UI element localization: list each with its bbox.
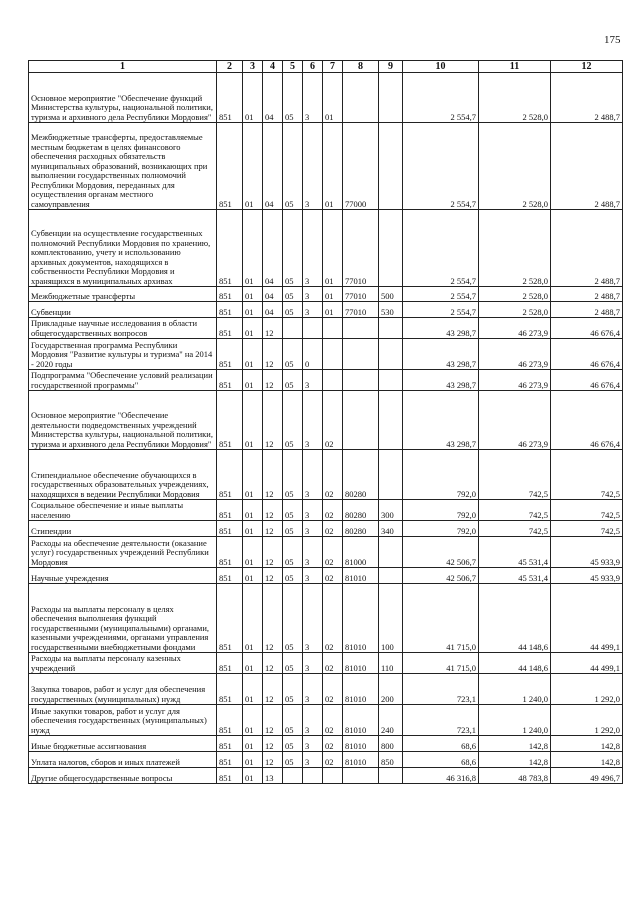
table-cell: 46 676,4 <box>551 318 623 339</box>
table-cell: 05 <box>283 302 303 318</box>
table-cell: 04 <box>263 302 283 318</box>
table-cell: 01 <box>243 287 263 302</box>
table-cell: 742,5 <box>551 450 623 500</box>
table-row <box>29 302 623 318</box>
row-label-cell: Другие общегосударственные вопросы <box>29 768 217 784</box>
table-cell: 68,6 <box>403 736 479 752</box>
row-label-cell: Стипендиальное обеспечение обучающихся в государственных образовательных учреждениях, находящихся в ведении Республики Мордовия <box>29 450 217 500</box>
table-cell: 05 <box>283 287 303 302</box>
table-cell: 851 <box>217 73 243 123</box>
table-cell <box>323 768 343 784</box>
table-cell: 01 <box>323 302 343 318</box>
table-cell: 792,0 <box>403 450 479 500</box>
table-cell: 45 933,9 <box>551 537 623 568</box>
table-cell: 3 <box>303 123 323 210</box>
table-cell: 01 <box>243 450 263 500</box>
table-cell: 44 499,1 <box>551 653 623 674</box>
table-row <box>29 674 623 705</box>
table-cell <box>323 339 343 370</box>
table-cell <box>379 210 403 287</box>
table-cell: 01 <box>243 537 263 568</box>
table-cell: 851 <box>217 210 243 287</box>
row-label-cell: Расходы на выплаты персоналу в целях обеспечения выполнения функций государственными (муниципальными) органами, казенными учреждениями, органами управления государственными внебюджетными фондами <box>29 584 217 653</box>
row-label-cell: Расходы на обеспечение деятельности (оказание услуг) государственных учреждений Республики Мордовия <box>29 537 217 568</box>
table-cell: 1 240,0 <box>479 705 551 736</box>
table-cell: 851 <box>217 768 243 784</box>
table-cell: 01 <box>243 123 263 210</box>
table-cell: 12 <box>263 705 283 736</box>
table-cell <box>283 318 303 339</box>
table-cell: 02 <box>323 653 343 674</box>
table-cell <box>379 318 403 339</box>
table-cell: 45 933,9 <box>551 568 623 584</box>
table-cell: 46 273,9 <box>479 370 551 391</box>
table-cell: 81010 <box>343 653 379 674</box>
table-cell: 2 554,7 <box>403 123 479 210</box>
row-label-cell: Иные закупки товаров, работ и услуг для обеспечения государственных (муниципальных) нужд <box>29 705 217 736</box>
table-cell <box>323 370 343 391</box>
table-cell: 05 <box>283 736 303 752</box>
table-cell: 3 <box>303 653 323 674</box>
table-cell: 0 <box>303 339 323 370</box>
table-cell: 1 240,0 <box>479 674 551 705</box>
table-cell: 851 <box>217 339 243 370</box>
table-cell <box>303 768 323 784</box>
column-header: 6 <box>303 61 323 73</box>
table-cell: 12 <box>263 521 283 537</box>
column-header: 10 <box>403 61 479 73</box>
table-row <box>29 287 623 302</box>
table-cell: 77010 <box>343 287 379 302</box>
table-cell: 01 <box>243 674 263 705</box>
column-header: 11 <box>479 61 551 73</box>
table-cell <box>283 768 303 784</box>
table-cell: 12 <box>263 674 283 705</box>
table-cell: 46 676,4 <box>551 339 623 370</box>
table-cell: 2 488,7 <box>551 73 623 123</box>
table-cell: 851 <box>217 705 243 736</box>
table-cell: 01 <box>243 653 263 674</box>
table-cell: 2 554,7 <box>403 73 479 123</box>
table-cell: 851 <box>217 752 243 768</box>
table-cell <box>343 339 379 370</box>
table-cell: 3 <box>303 73 323 123</box>
column-header: 2 <box>217 61 243 73</box>
table-cell: 48 783,8 <box>479 768 551 784</box>
table-cell: 851 <box>217 568 243 584</box>
table-cell <box>343 768 379 784</box>
table-cell: 01 <box>243 705 263 736</box>
table-row <box>29 521 623 537</box>
table-cell: 3 <box>303 705 323 736</box>
table-cell: 2 488,7 <box>551 302 623 318</box>
table-cell <box>323 318 343 339</box>
table-cell <box>379 339 403 370</box>
table-cell: 05 <box>283 339 303 370</box>
column-header: 12 <box>551 61 623 73</box>
table-cell: 851 <box>217 584 243 653</box>
table-cell: 46 676,4 <box>551 391 623 450</box>
table-cell: 3 <box>303 736 323 752</box>
row-label-cell: Социальное обеспечение и иные выплаты населению <box>29 500 217 521</box>
table-cell: 01 <box>243 736 263 752</box>
table-row <box>29 568 623 584</box>
table-cell: 05 <box>283 500 303 521</box>
table-cell <box>379 768 403 784</box>
table-cell: 851 <box>217 302 243 318</box>
table-cell: 851 <box>217 318 243 339</box>
table-cell: 44 148,6 <box>479 653 551 674</box>
table-cell: 2 554,7 <box>403 302 479 318</box>
table-cell: 01 <box>243 768 263 784</box>
table-cell: 142,8 <box>551 736 623 752</box>
column-header: 3 <box>243 61 263 73</box>
table-cell: 851 <box>217 391 243 450</box>
table-cell <box>379 568 403 584</box>
table-cell: 68,6 <box>403 752 479 768</box>
table-cell: 851 <box>217 521 243 537</box>
table-cell: 1 292,0 <box>551 705 623 736</box>
table-cell: 12 <box>263 339 283 370</box>
table-cell: 3 <box>303 752 323 768</box>
table-cell: 01 <box>243 73 263 123</box>
table-cell: 02 <box>323 705 343 736</box>
table-cell: 12 <box>263 370 283 391</box>
table-cell: 3 <box>303 568 323 584</box>
table-cell: 01 <box>243 500 263 521</box>
row-label-cell: Основное мероприятие "Обеспечение деятельности подведомственных учреждений Министерства культуры, национальной политики, туризма и архивного дела Республики Мордовия" <box>29 391 217 450</box>
table-cell: 12 <box>263 568 283 584</box>
table-cell: 3 <box>303 210 323 287</box>
table-cell: 43 298,7 <box>403 339 479 370</box>
table-cell: 02 <box>323 674 343 705</box>
table-cell: 04 <box>263 287 283 302</box>
table-cell: 851 <box>217 500 243 521</box>
row-label-cell: Основное мероприятие "Обеспечение функций Министерства культуры, национальной политики, туризма и архивного дела Республики Мордовия" <box>29 73 217 123</box>
table-cell: 240 <box>379 705 403 736</box>
table-cell: 05 <box>283 370 303 391</box>
column-header: 7 <box>323 61 343 73</box>
table-cell: 01 <box>243 210 263 287</box>
table-row <box>29 123 623 210</box>
table-cell: 80280 <box>343 450 379 500</box>
table-cell: 80280 <box>343 521 379 537</box>
row-label-cell: Межбюджетные трансферты <box>29 287 217 302</box>
table-cell: 2 554,7 <box>403 287 479 302</box>
table-cell: 742,5 <box>551 521 623 537</box>
table-cell: 81010 <box>343 705 379 736</box>
table-cell: 3 <box>303 500 323 521</box>
table-cell: 05 <box>283 537 303 568</box>
table-cell: 12 <box>263 537 283 568</box>
table-cell: 05 <box>283 391 303 450</box>
row-label-cell: Иные бюджетные ассигнования <box>29 736 217 752</box>
table-cell: 41 715,0 <box>403 653 479 674</box>
table-row <box>29 370 623 391</box>
table-row <box>29 705 623 736</box>
table-row <box>29 500 623 521</box>
table-row <box>29 768 623 784</box>
table-cell: 01 <box>243 752 263 768</box>
table-cell: 742,5 <box>551 500 623 521</box>
table-cell: 851 <box>217 653 243 674</box>
table-row <box>29 339 623 370</box>
table-cell: 05 <box>283 450 303 500</box>
row-label-cell: Подпрограмма "Обеспечение условий реализации государственной программы" <box>29 370 217 391</box>
table-cell: 300 <box>379 500 403 521</box>
table-cell <box>303 318 323 339</box>
table-row <box>29 318 623 339</box>
table-cell: 851 <box>217 736 243 752</box>
table-cell: 2 528,0 <box>479 287 551 302</box>
column-header: 5 <box>283 61 303 73</box>
table-row <box>29 752 623 768</box>
table-row <box>29 537 623 568</box>
table-cell: 44 499,1 <box>551 584 623 653</box>
column-header: 4 <box>263 61 283 73</box>
row-label-cell: Межбюджетные трансферты, предоставляемые местным бюджетам в целях финансового обеспечения расходных обязательств муниципальных образований, возникающих при выполнении государственных полномочий Республики Мордовия, переданных для осуществления органам местного самоуправления <box>29 123 217 210</box>
table-cell: 81010 <box>343 736 379 752</box>
table-cell: 05 <box>283 521 303 537</box>
table-cell: 2 554,7 <box>403 210 479 287</box>
table-cell: 2 528,0 <box>479 123 551 210</box>
table-cell: 851 <box>217 674 243 705</box>
table-cell: 45 531,4 <box>479 537 551 568</box>
table-cell <box>379 450 403 500</box>
table-cell: 3 <box>303 391 323 450</box>
table-cell <box>343 318 379 339</box>
table-cell: 46 316,8 <box>403 768 479 784</box>
table-cell: 2 488,7 <box>551 287 623 302</box>
table-cell: 80280 <box>343 500 379 521</box>
table-cell: 1 292,0 <box>551 674 623 705</box>
table-cell: 81000 <box>343 537 379 568</box>
row-label-cell: Стипендии <box>29 521 217 537</box>
table-cell: 3 <box>303 537 323 568</box>
table-cell: 04 <box>263 123 283 210</box>
table-cell: 12 <box>263 584 283 653</box>
table-cell: 01 <box>323 73 343 123</box>
table-cell: 12 <box>263 500 283 521</box>
table-cell: 12 <box>263 752 283 768</box>
table-cell: 01 <box>243 339 263 370</box>
table-cell: 12 <box>263 736 283 752</box>
table-cell: 81010 <box>343 568 379 584</box>
column-header: 8 <box>343 61 379 73</box>
table-cell: 41 715,0 <box>403 584 479 653</box>
table-cell: 42 506,7 <box>403 537 479 568</box>
table-cell <box>379 123 403 210</box>
table-cell: 3 <box>303 450 323 500</box>
table-cell: 44 148,6 <box>479 584 551 653</box>
table-cell: 12 <box>263 450 283 500</box>
table-cell: 340 <box>379 521 403 537</box>
table-cell: 05 <box>283 73 303 123</box>
table-cell: 02 <box>323 537 343 568</box>
table-row <box>29 736 623 752</box>
table-cell: 01 <box>243 584 263 653</box>
table-cell: 851 <box>217 370 243 391</box>
table-row <box>29 584 623 653</box>
table-cell: 43 298,7 <box>403 318 479 339</box>
table-cell: 851 <box>217 123 243 210</box>
table-cell: 05 <box>283 584 303 653</box>
table-cell: 142,8 <box>479 752 551 768</box>
table-cell: 02 <box>323 521 343 537</box>
table-cell: 02 <box>323 752 343 768</box>
table-cell: 742,5 <box>479 521 551 537</box>
table-cell: 81010 <box>343 752 379 768</box>
table-cell: 04 <box>263 73 283 123</box>
table-cell: 43 298,7 <box>403 370 479 391</box>
table-cell: 500 <box>379 287 403 302</box>
column-header: 9 <box>379 61 403 73</box>
row-label-cell: Уплата налогов, сборов и иных платежей <box>29 752 217 768</box>
table-cell: 81010 <box>343 584 379 653</box>
table-cell: 05 <box>283 123 303 210</box>
table-cell: 42 506,7 <box>403 568 479 584</box>
table-cell <box>379 537 403 568</box>
table-cell: 530 <box>379 302 403 318</box>
table-cell: 723,1 <box>403 674 479 705</box>
table-cell: 851 <box>217 537 243 568</box>
table-cell: 43 298,7 <box>403 391 479 450</box>
table-cell: 12 <box>263 318 283 339</box>
row-label-cell: Расходы на выплаты персоналу казенных учреждений <box>29 653 217 674</box>
table-cell: 05 <box>283 674 303 705</box>
table-cell: 04 <box>263 210 283 287</box>
table-cell: 45 531,4 <box>479 568 551 584</box>
table-cell: 05 <box>283 568 303 584</box>
table-cell: 77010 <box>343 302 379 318</box>
table-cell: 142,8 <box>551 752 623 768</box>
table-cell: 792,0 <box>403 521 479 537</box>
table-cell: 01 <box>243 370 263 391</box>
table-cell: 01 <box>243 302 263 318</box>
table-cell: 05 <box>283 653 303 674</box>
row-label-cell: Закупка товаров, работ и услуг для обеспечения государственных (муниципальных) нужд <box>29 674 217 705</box>
table-cell: 742,5 <box>479 450 551 500</box>
row-label-cell: Субвенции <box>29 302 217 318</box>
budget-table <box>28 60 623 784</box>
table-cell: 05 <box>283 705 303 736</box>
row-label-cell: Прикладные научные исследования в области общегосударственных вопросов <box>29 318 217 339</box>
table-cell: 2 528,0 <box>479 73 551 123</box>
row-label-cell: Научные учреждения <box>29 568 217 584</box>
row-label-cell: Субвенции на осуществление государственных полномочий Республики Мордовия по хранению, комплектованию, учету и использованию архивных документов, находящихся в собственности Республики Мордовия и хранящихся в муниципальных архивах <box>29 210 217 287</box>
table-cell: 850 <box>379 752 403 768</box>
table-cell: 77000 <box>343 123 379 210</box>
table-cell: 13 <box>263 768 283 784</box>
table-cell: 46 273,9 <box>479 391 551 450</box>
row-label-cell: Государственная программа Республики Мордовия "Развитие культуры и туризма" на 2014 - 2020 годы <box>29 339 217 370</box>
table-cell: 02 <box>323 500 343 521</box>
table-cell: 851 <box>217 450 243 500</box>
table-cell: 100 <box>379 584 403 653</box>
table-cell: 792,0 <box>403 500 479 521</box>
table-cell: 02 <box>323 736 343 752</box>
table-cell: 02 <box>323 391 343 450</box>
table-cell <box>343 370 379 391</box>
table-cell: 02 <box>323 450 343 500</box>
table-cell: 01 <box>243 391 263 450</box>
table-body <box>29 73 623 784</box>
table-cell: 800 <box>379 736 403 752</box>
table-cell: 46 676,4 <box>551 370 623 391</box>
table-cell: 46 273,9 <box>479 318 551 339</box>
table-cell: 3 <box>303 302 323 318</box>
table-cell: 46 273,9 <box>479 339 551 370</box>
table-header-row <box>29 61 623 73</box>
table-cell: 05 <box>283 210 303 287</box>
table-cell: 3 <box>303 674 323 705</box>
table-cell <box>343 73 379 123</box>
table-cell: 81010 <box>343 674 379 705</box>
table-cell: 3 <box>303 584 323 653</box>
column-header: 1 <box>29 61 217 73</box>
table-cell: 12 <box>263 653 283 674</box>
table-cell: 2 488,7 <box>551 210 623 287</box>
table-cell <box>379 391 403 450</box>
table-cell: 3 <box>303 521 323 537</box>
table-cell: 742,5 <box>479 500 551 521</box>
table-cell: 01 <box>323 123 343 210</box>
table-row <box>29 210 623 287</box>
table-row <box>29 73 623 123</box>
table-row <box>29 391 623 450</box>
table-cell: 02 <box>323 584 343 653</box>
table-cell: 12 <box>263 391 283 450</box>
table-cell: 200 <box>379 674 403 705</box>
table-cell: 01 <box>323 210 343 287</box>
table-cell: 01 <box>323 287 343 302</box>
page-number: 175 <box>604 34 621 46</box>
table-cell: 2 528,0 <box>479 302 551 318</box>
table-cell: 2 528,0 <box>479 210 551 287</box>
table-cell: 77010 <box>343 210 379 287</box>
table-cell: 01 <box>243 568 263 584</box>
table-cell: 142,8 <box>479 736 551 752</box>
table-cell: 01 <box>243 318 263 339</box>
table-cell: 01 <box>243 521 263 537</box>
table-row <box>29 450 623 500</box>
table-cell: 49 496,7 <box>551 768 623 784</box>
table-cell <box>343 391 379 450</box>
table-cell: 02 <box>323 568 343 584</box>
table-cell: 851 <box>217 287 243 302</box>
table-cell: 05 <box>283 752 303 768</box>
table-cell: 723,1 <box>403 705 479 736</box>
table-cell <box>379 73 403 123</box>
table-cell <box>379 370 403 391</box>
table-cell: 110 <box>379 653 403 674</box>
table-row <box>29 653 623 674</box>
table-cell: 2 488,7 <box>551 123 623 210</box>
table-cell: 3 <box>303 370 323 391</box>
table-cell: 3 <box>303 287 323 302</box>
